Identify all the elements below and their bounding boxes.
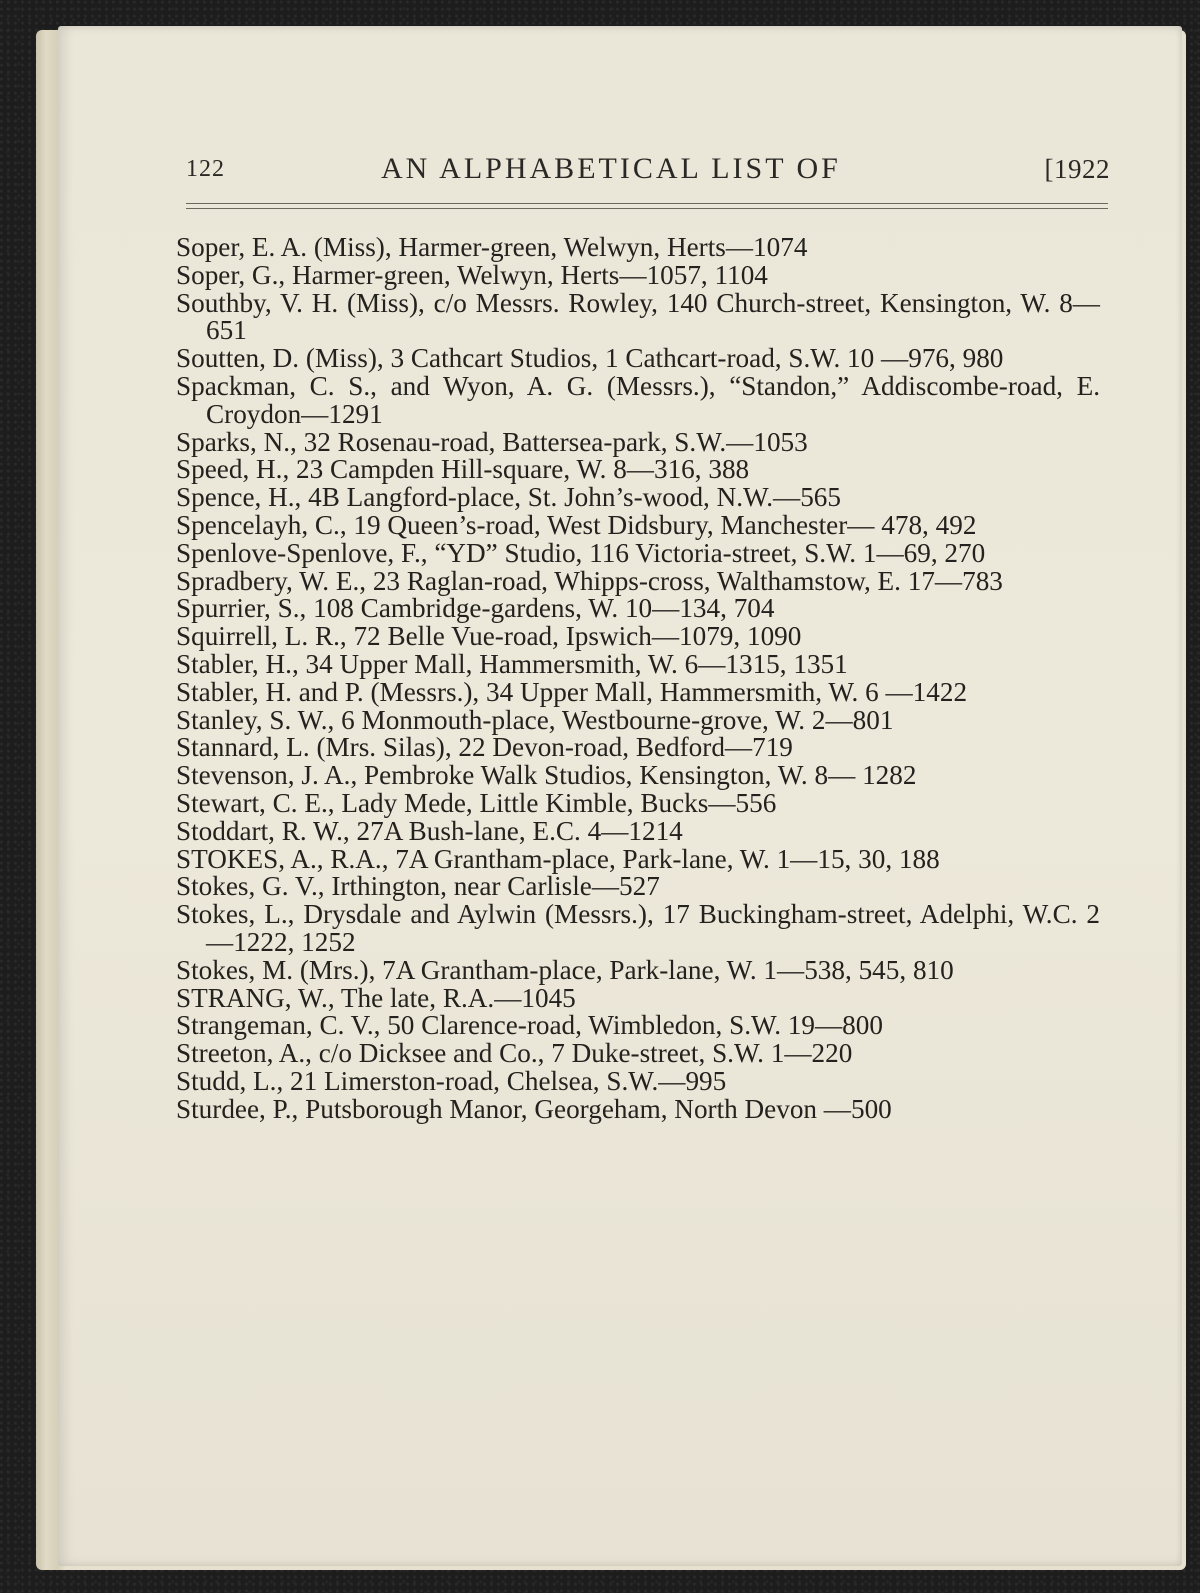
list-item: Stevenson, J. A., Pembroke Walk Studios, Kensington, W. 8— 1282 bbox=[176, 760, 917, 791]
list-item: Stewart, C. E., Lady Mede, Little Kimble, Bucks—556 bbox=[176, 787, 777, 818]
list-item: Stokes, L., Drysdale and Aylwin (Messrs.), 17 Buckingham-street, Adelphi, W.C. 2—1222, 1252 bbox=[176, 899, 1100, 957]
year-marker: [1922 bbox=[1044, 154, 1110, 184]
list-item: Stanley, S. W., 6 Monmouth-place, Westbourne-grove, W. 2—801 bbox=[176, 704, 894, 735]
list-item: Soper, E. A. (Miss), Harmer-green, Welwyn, Herts—1074 bbox=[176, 232, 808, 262]
list-item: Soutten, D. (Miss), 3 Cathcart Studios, 1 Cathcart-road, S.W. 10 —976, 980 bbox=[176, 343, 1004, 374]
list-item: Streeton, A., c/o Dicksee and Co., 7 Duke-street, S.W. 1—220 bbox=[176, 1038, 853, 1069]
list-item: Spenlove-Spenlove, F., “YD” Studio, 116 Victoria-street, S.W. 1—69, 270 bbox=[176, 537, 986, 568]
page-number: 122 bbox=[186, 156, 225, 182]
page-title: AN ALPHABETICAL LIST OF bbox=[381, 152, 841, 185]
list-item: Sturdee, P., Putsborough Manor, Georgeham, North Devon —500 bbox=[176, 1093, 892, 1124]
list-item: Spackman, C. S., and Wyon, A. G. (Messrs.), “Standon,” Addiscombe-road, E. Croydon—1291 bbox=[176, 370, 1100, 429]
entry-list bbox=[176, 234, 1100, 1124]
list-item: Soper, G., Harmer-green, Welwyn, Herts—1057, 1104 bbox=[176, 259, 768, 290]
list-item: Stabler, H. and P. (Messrs.), 34 Upper Mall, Hammersmith, W. 6 —1422 bbox=[176, 676, 968, 707]
header-rule-top bbox=[186, 203, 1108, 204]
list-item: Studd, L., 21 Limerston-road, Chelsea, S.W.—995 bbox=[176, 1065, 727, 1096]
list-item: Speed, H., 23 Campden Hill-square, W. 8—316, 388 bbox=[176, 454, 750, 485]
list-item: Stannard, L. (Mrs. Silas), 22 Devon-road, Bedford—719 bbox=[176, 732, 793, 763]
list-item: STRANG, W., The late, R.A.—1045 bbox=[176, 982, 576, 1013]
list-item: Stokes, G. V., Irthington, near Carlisle—527 bbox=[176, 871, 660, 902]
list-item: Squirrell, L. R., 72 Belle Vue-road, Ipswich—1079, 1090 bbox=[176, 621, 802, 652]
list-item: Spurrier, S., 108 Cambridge-gardens, W. 10—134, 704 bbox=[176, 593, 775, 624]
list-item: Stokes, M. (Mrs.), 7A Grantham-place, Park-lane, W. 1—538, 545, 810 bbox=[176, 954, 954, 985]
list-item: Southby, V. H. (Miss), c/o Messrs. Rowley, 140 Church-street, Kensington, W. 8—651 bbox=[176, 287, 1100, 346]
list-item: Strangeman, C. V., 50 Clarence-road, Wimbledon, S.W. 19—800 bbox=[176, 1010, 883, 1041]
header-rule-bottom bbox=[186, 208, 1108, 209]
running-header bbox=[186, 152, 1110, 192]
list-item: STOKES, A., R.A., 7A Grantham-place, Park-lane, W. 1—15, 30, 188 bbox=[176, 843, 940, 874]
list-item: Stoddart, R. W., 27A Bush-lane, E.C. 4—1214 bbox=[176, 815, 683, 846]
list-item: Spradbery, W. E., 23 Raglan-road, Whipps-cross, Walthamstow, E. 17—783 bbox=[176, 565, 1003, 596]
list-item: Spence, H., 4B Langford-place, St. John’s-wood, N.W.—565 bbox=[176, 482, 841, 513]
list-item: Sparks, N., 32 Rosenau-road, Battersea-park, S.W.—1053 bbox=[176, 426, 808, 457]
list-item: Spencelayh, C., 19 Queen’s-road, West Didsbury, Manchester— 478, 492 bbox=[176, 509, 977, 540]
list-item: Stabler, H., 34 Upper Mall, Hammersmith, W. 6—1315, 1351 bbox=[176, 648, 848, 679]
